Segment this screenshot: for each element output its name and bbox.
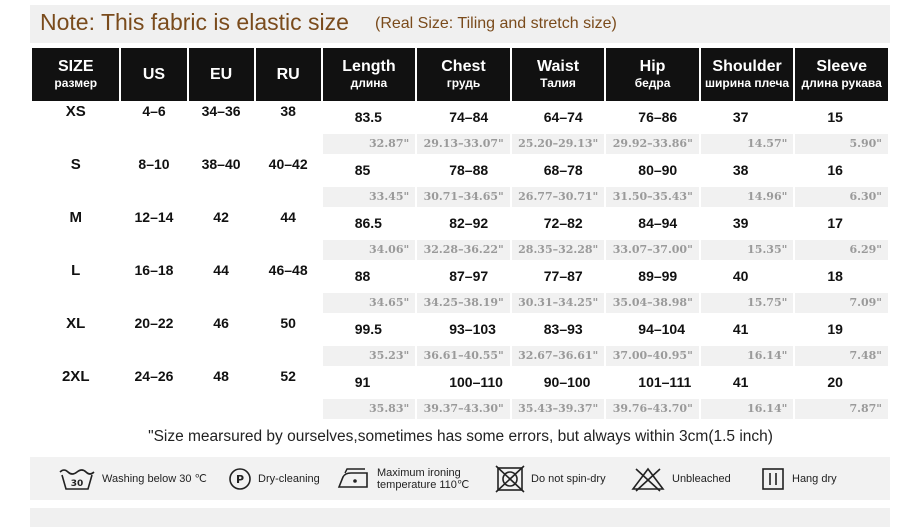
cell-eu: 38–40: [189, 156, 254, 207]
cell-length: 85 33.45": [323, 156, 416, 207]
care-label: Do not spin-dry: [531, 472, 606, 485]
cell-chest: 87–97 34.25–38.19": [417, 262, 510, 313]
cell-eu: 42: [189, 209, 254, 260]
cell-hip: 94–104 37.00–40.95": [606, 315, 699, 366]
cell-chest: 74–84 29.13–33.07": [417, 103, 510, 154]
cell-shoulder: 37 14.57": [701, 103, 794, 154]
cell-us: 20–22: [121, 315, 186, 366]
cell-ru: 46–48: [256, 262, 321, 313]
cell-length: 83.5 32.87": [323, 103, 416, 154]
cell-us: 24–26: [121, 368, 186, 419]
cell-waist: 72–82 28.35–32.28": [512, 209, 605, 260]
cell-size: S: [32, 156, 119, 207]
cell-shoulder: 41 16.14": [701, 315, 794, 366]
header-waist: Waist Талия: [512, 48, 605, 101]
bottom-divider: [30, 508, 890, 527]
table-row: [32, 368, 888, 419]
table-row: [32, 103, 888, 154]
header-eu: EU: [189, 48, 254, 101]
cell-us: 8–10: [121, 156, 186, 207]
cell-waist: 77–87 30.31–34.25": [512, 262, 605, 313]
header-hip: Hip бедра: [606, 48, 699, 101]
dry-cleaning-icon: [228, 467, 252, 491]
note-subtitle: (Real Size: Tiling and stretch size): [375, 15, 617, 32]
cell-length: 99.5 35.23": [323, 315, 416, 366]
size-chart-table: [30, 46, 890, 421]
care-item-unbleached: [630, 457, 731, 500]
cell-eu: 48: [189, 368, 254, 419]
cell-waist: 90–100 35.43–39.37": [512, 368, 605, 419]
hang-dry-icon: [760, 466, 786, 492]
cell-chest: 78–88 30.71–34.65": [417, 156, 510, 207]
cell-us: 4–6: [121, 103, 186, 154]
header-ru: RU: [256, 48, 321, 101]
iron-icon: [335, 467, 371, 491]
no-spin-dry-icon: [495, 465, 525, 493]
header-chest: Chest грудь: [417, 48, 510, 101]
header-size: SIZE размер: [32, 48, 119, 101]
unbleached-icon: [630, 466, 666, 492]
cell-eu: 44: [189, 262, 254, 313]
cell-sleeve: 19 7.48": [795, 315, 888, 366]
svg-text:30: 30: [70, 478, 84, 489]
cell-hip: 80–90 31.50–35.43": [606, 156, 699, 207]
measurement-footnote: "Size mearsured by ourselves,sometimes has some errors, but always within 3cm(1.5 inch): [148, 428, 773, 445]
cell-length: 86.5 34.06": [323, 209, 416, 260]
cell-length: 88 34.65": [323, 262, 416, 313]
header-sleeve: Sleeve длина рукава: [795, 48, 888, 101]
cell-ru: 44: [256, 209, 321, 260]
table-row: [32, 315, 888, 366]
care-item-hang-dry: [760, 457, 837, 500]
table-row: [32, 209, 888, 260]
header-us: US: [121, 48, 186, 101]
cell-size: XL: [32, 315, 119, 366]
cell-shoulder: 39 15.35": [701, 209, 794, 260]
care-label: Hang dry: [792, 472, 837, 485]
svg-text:P: P: [235, 472, 245, 486]
cell-sleeve: 18 7.09": [795, 262, 888, 313]
cell-sleeve: 16 6.30": [795, 156, 888, 207]
header-length: Length длина: [323, 48, 416, 101]
cell-chest: 93–103 36.61–40.55": [417, 315, 510, 366]
cell-hip: 84–94 33.07–37.00": [606, 209, 699, 260]
table-header-row: [32, 48, 888, 101]
cell-hip: 101–111 39.76–43.70": [606, 368, 699, 419]
cell-ru: 40–42: [256, 156, 321, 207]
note-title: Note: This fabric is elastic size: [40, 9, 349, 35]
cell-chest: 100–110 39.37–43.30": [417, 368, 510, 419]
cell-ru: 38: [256, 103, 321, 154]
cell-sleeve: 20 7.87": [795, 368, 888, 419]
cell-size: L: [32, 262, 119, 313]
cell-ru: 52: [256, 368, 321, 419]
cell-waist: 68–78 26.77–30.71": [512, 156, 605, 207]
cell-eu: 46: [189, 315, 254, 366]
cell-length: 91 35.83": [323, 368, 416, 419]
care-label: Unbleached: [672, 472, 731, 485]
care-item-dry-clean: [228, 457, 320, 500]
cell-shoulder: 41 16.14": [701, 368, 794, 419]
cell-shoulder: 40 15.75": [701, 262, 794, 313]
care-item-no-spin: [495, 457, 606, 500]
note-banner: [30, 5, 890, 43]
cell-chest: 82–92 32.28–36.22": [417, 209, 510, 260]
cell-sleeve: 17 6.29": [795, 209, 888, 260]
cell-waist: 64–74 25.20–29.13": [512, 103, 605, 154]
cell-size: 2XL: [32, 368, 119, 419]
cell-size: XS: [32, 103, 119, 154]
cell-hip: 89–99 35.04–38.98": [606, 262, 699, 313]
cell-ru: 50: [256, 315, 321, 366]
cell-us: 12–14: [121, 209, 186, 260]
cell-us: 16–18: [121, 262, 186, 313]
cell-size: M: [32, 209, 119, 260]
care-item-iron: [335, 457, 469, 500]
cell-shoulder: 38 14.96": [701, 156, 794, 207]
wash-30-icon: [58, 466, 96, 492]
table-row: [32, 156, 888, 207]
header-shoulder: Shoulder ширина плеча: [701, 48, 794, 101]
care-label: Washing below 30 ℃: [102, 472, 207, 485]
table-row: [32, 262, 888, 313]
care-label: Dry-cleaning: [258, 472, 320, 485]
care-instructions: [30, 457, 890, 500]
cell-waist: 83–93 32.67–36.61": [512, 315, 605, 366]
cell-eu: 34–36: [189, 103, 254, 154]
care-label: Maximum ironing temperature 110℃: [377, 466, 470, 491]
cell-sleeve: 15 5.90": [795, 103, 888, 154]
cell-hip: 76–86 29.92–33.86": [606, 103, 699, 154]
care-item-wash: [58, 457, 207, 500]
